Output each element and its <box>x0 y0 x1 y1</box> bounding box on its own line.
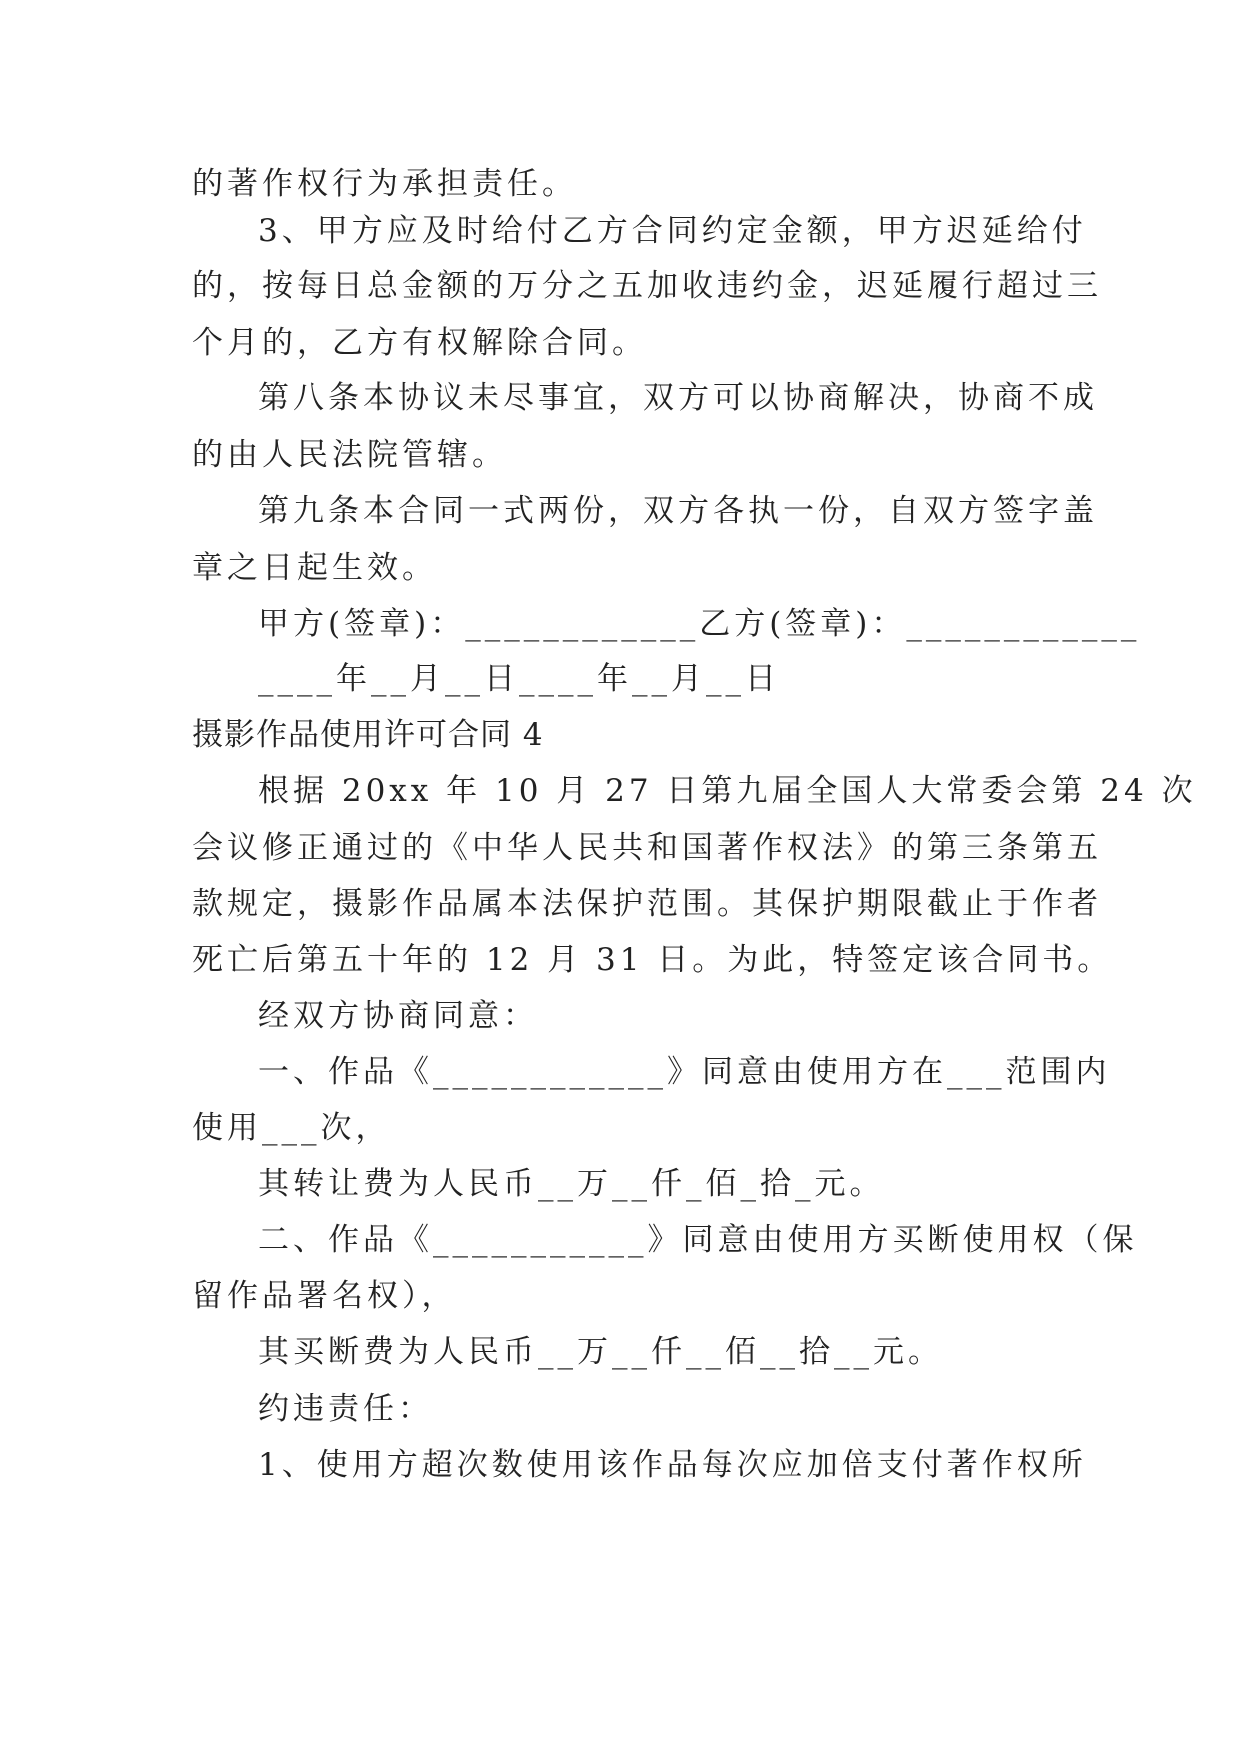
text-line: 根据 20xx 年 10 月 27 日第九届全国人大常委会第 24 次 <box>258 773 1197 809</box>
text-line: 款规定，摄影作品属本法保护范围。其保护期限截止于作者 <box>192 886 1102 922</box>
text-line: 个月的，乙方有权解除合同。 <box>192 325 647 361</box>
text-line: 使用___次， <box>192 1110 391 1146</box>
text-line: 章之日起生效。 <box>192 550 437 586</box>
signature-line: 甲方(签章)：____________乙方(签章)：____________ <box>258 606 1141 642</box>
text-line: 第九条本合同一式两份，双方各执一份，自双方签字盖 <box>258 493 1098 529</box>
text-line: 其买断费为人民币__万__仟__佰__拾__元。 <box>258 1334 943 1370</box>
section-title: 摄影作品使用许可合同 4 <box>192 717 544 753</box>
text-line: 的，按每日总金额的万分之五加收违约金，迟延履行超过三 <box>192 268 1102 304</box>
text-line: 的著作权行为承担责任。 <box>192 166 577 202</box>
text-line: 死亡后第五十年的 12 月 31 日。为此，特签定该合同书。 <box>192 942 1113 978</box>
text-line: 1、使用方超次数使用该作品每次应加倍支付著作权所 <box>258 1447 1087 1483</box>
text-line: 3、甲方应及时给付乙方合同约定金额，甲方迟延给付 <box>258 213 1087 249</box>
text-line: 留作品署名权）， <box>192 1278 457 1314</box>
text-line: 会议修正通过的《中华人民共和国著作权法》的第三条第五 <box>192 830 1102 866</box>
date-line: ____年__月__日____年__月__日 <box>258 661 780 697</box>
text-line: 二、作品《___________》同意由使用方买断使用权（保 <box>258 1222 1138 1258</box>
text-line: 第八条本协议未尽事宜，双方可以协商解决，协商不成 <box>258 380 1098 416</box>
text-line: 一、作品《____________》同意由使用方在___范围内 <box>258 1054 1111 1090</box>
text-line: 的由人民法院管辖。 <box>192 437 507 473</box>
text-line: 约违责任： <box>258 1391 433 1427</box>
text-line: 经双方协商同意： <box>258 998 538 1034</box>
text-line: 其转让费为人民币__万__仟_佰_拾_元。 <box>258 1166 885 1202</box>
